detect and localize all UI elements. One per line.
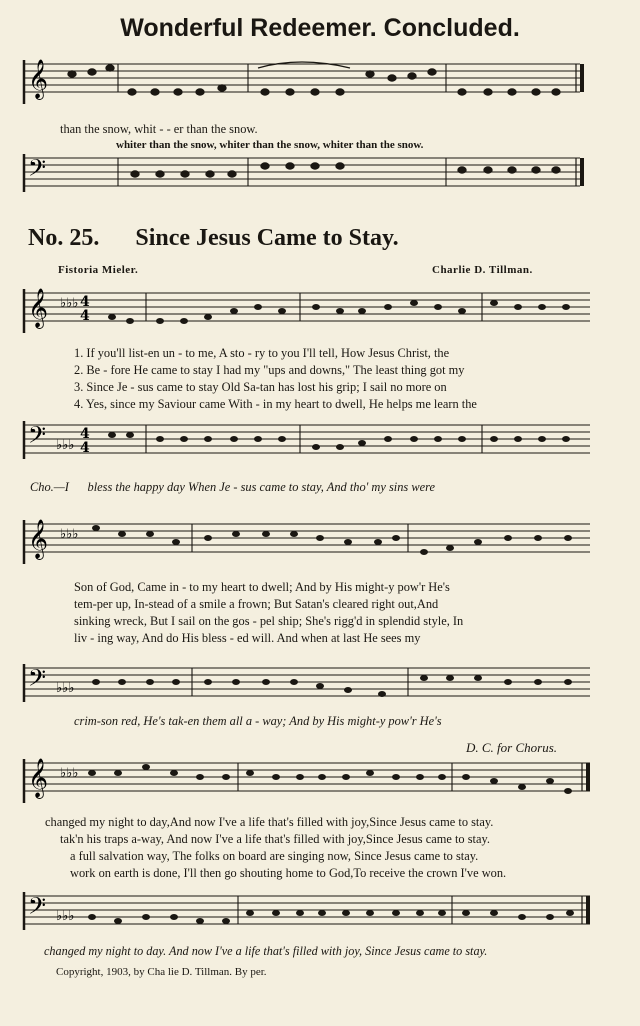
- svg-text:♭♭♭: ♭♭♭: [56, 909, 75, 924]
- dc-instruction: D. C. for Chorus.: [466, 740, 558, 755]
- prev-lyric-bass: whiter than the snow, whiter than the snow, whiter than the snow.: [116, 139, 424, 151]
- system2-verse-2: tem-per up, In-stead of a smile a frown; But Satan's cleared right out,And: [74, 597, 439, 611]
- prev-lyric-top: than the snow, whit - - er than the snow.: [60, 122, 258, 136]
- svg-text:4: 4: [80, 440, 90, 456]
- lyricist-credit: Fistoria Mieler.: [58, 264, 139, 276]
- system2-verse-1: Son of God, Came in - to my heart to dwell; And by His might-y pow'r He's: [74, 580, 450, 594]
- svg-text:𝄢: 𝄢: [28, 664, 47, 697]
- hymn-number: No. 25.: [28, 225, 100, 251]
- system3-verse-4: work on earth is done, I'll then go shouting home to God,To receive the crown I've won.: [70, 866, 507, 880]
- hymn-heading: [28, 225, 399, 252]
- system1-chorus: [30, 480, 435, 495]
- copyright-notice: Copyright, 1903, by Cha lie D. Tillman. By per.: [56, 966, 267, 978]
- svg-text:♭♭♭: ♭♭♭: [60, 527, 79, 542]
- svg-text:𝄞: 𝄞: [28, 288, 49, 328]
- svg-text:𝄞: 𝄞: [28, 59, 49, 99]
- svg-text:𝄢: 𝄢: [28, 892, 47, 925]
- svg-text:4: 4: [80, 308, 90, 324]
- system1-verse-2: 2. Be - fore He came to stay I had my "ups and downs," The least thing got my: [74, 363, 465, 377]
- svg-text:𝄞: 𝄞: [28, 758, 49, 798]
- system3-verse-1: changed my night to day,And now I've a life that's filled with joy,Since Jesus came to stay.: [45, 815, 494, 829]
- system2-verse-3: sinking wreck, But I sail on the gos - pel ship; She's rigg'd in splendid style, In: [74, 614, 464, 628]
- system3-verse-3: a full salvation way, The folks on board are singing now, Since Jesus came to stay.: [70, 849, 479, 863]
- chorus-label: Cho.—I: [30, 480, 69, 494]
- svg-text:4: 4: [80, 426, 90, 442]
- system1-verse-1: 1. If you'll list-en un - to me, A sto - ry to you I'll tell, How Jesus Christ, the: [74, 346, 450, 360]
- svg-text:𝄢: 𝄢: [28, 154, 47, 187]
- system1-verse-4: 4. Yes, since my Saviour came With - in my heart to dwell, He helps me learn the: [74, 397, 477, 411]
- svg-text:♭♭♭: ♭♭♭: [56, 681, 75, 696]
- svg-text:♭♭♭: ♭♭♭: [60, 296, 79, 311]
- svg-text:𝄞: 𝄞: [28, 519, 49, 559]
- page-title: Wonderful Redeemer. Concluded.: [120, 14, 520, 42]
- system1-verse-3: 3. Since Je - sus came to stay Old Sa-tan has lost his grip; I sail no more on: [74, 380, 447, 394]
- system2-chorus: crim-son red, He's tak-en them all a - way; And by His might-y pow'r He's: [74, 714, 442, 728]
- system3-verse-2: tak'n his traps a-way, And now I've a life that's filled with joy,Since Jesus came to stay.: [60, 832, 490, 846]
- system3-notes: [0, 757, 640, 938]
- system1-chorus-text: bless the happy day When Je - sus came to stay, And tho' my sins were: [87, 480, 435, 494]
- system3-chorus: changed my night to day. And now I've a life that's filled with joy, Since Jesus came to stay.: [44, 944, 488, 958]
- composer-credit: Charlie D. Tillman.: [432, 264, 533, 276]
- svg-text:♭♭♭: ♭♭♭: [56, 438, 75, 453]
- svg-text:4: 4: [80, 294, 90, 310]
- hymn-title: Since Jesus Came to Stay.: [135, 225, 399, 251]
- system2-verse-4: liv - ing way, And do His bless - ed will. And when at last He sees my: [74, 631, 421, 645]
- svg-text:♭♭♭: ♭♭♭: [60, 766, 79, 781]
- svg-text:𝄢: 𝄢: [28, 421, 47, 454]
